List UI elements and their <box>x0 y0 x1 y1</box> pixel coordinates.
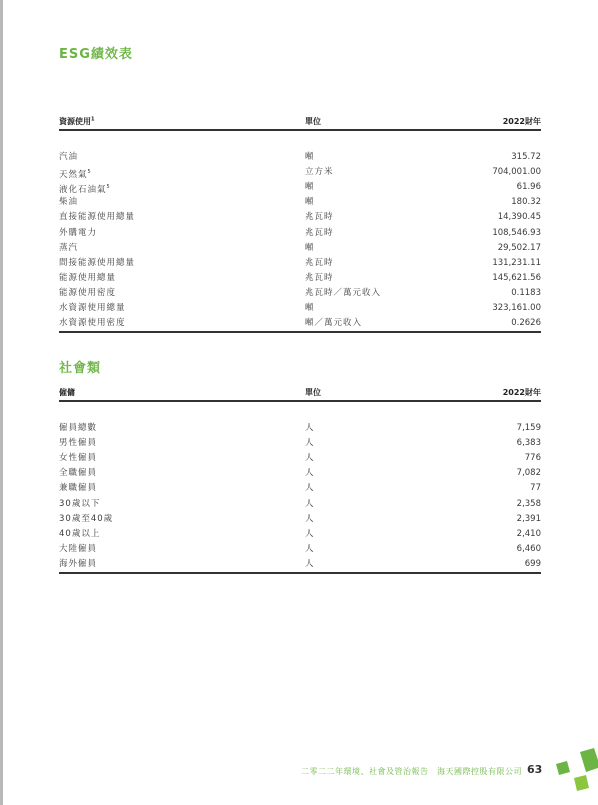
resource-row-unit: 兆瓦時 <box>305 257 334 268</box>
resource-row-item-label: 液化石油氣 <box>59 185 107 196</box>
employment-row-unit: 人 <box>305 513 315 524</box>
resource-row-item-label: 蒸汽 <box>59 242 79 253</box>
resource-row-value: 704,001.00 <box>492 167 541 178</box>
employment-row-unit: 人 <box>305 558 315 569</box>
resource-row-item <box>59 226 97 241</box>
resource-row-value: 323,161.00 <box>492 303 541 313</box>
employment-row-value: 6,383 <box>516 438 541 449</box>
employment-row-item <box>59 451 97 466</box>
employment-row-value: 2,410 <box>516 528 541 539</box>
resource-row-item-label: 汽油 <box>59 152 79 162</box>
resource-row-item-label: 能源使用總量 <box>59 272 117 283</box>
resource-row-item <box>59 271 116 286</box>
resource-row-note: 5 <box>87 169 92 176</box>
employment-row-unit: 人 <box>305 543 315 554</box>
resource-row-value: 61.96 <box>516 182 541 193</box>
employment-row-item <box>59 466 97 481</box>
employment-row-item-label: 全職僱員 <box>59 468 98 479</box>
resource-use-table <box>59 116 541 329</box>
resource-row-item <box>59 316 126 331</box>
resource-row <box>59 286 541 301</box>
resource-row-unit: 噸 <box>305 242 315 253</box>
employment-row <box>59 512 541 527</box>
employment-row-item <box>59 557 97 572</box>
resource-row-item <box>59 150 78 165</box>
resource-row-unit: 兆瓦時／萬元收入 <box>305 287 382 298</box>
employment-row-item <box>59 497 100 512</box>
employment-row-item-label: 女性僱員 <box>59 453 98 464</box>
resource-row-value: 0.1183 <box>511 287 541 298</box>
resource-row-item-label: 外購電力 <box>59 227 98 238</box>
resource-row-item-label: 能源使用密度 <box>59 287 117 298</box>
resource-row-value: 145,621.56 <box>492 272 541 283</box>
employment-row-item-label: 男性僱員 <box>59 438 98 449</box>
employment-row-item <box>59 527 100 542</box>
resource-row-item-label: 水資源使用密度 <box>59 318 126 329</box>
page-title: ESG績效表 <box>59 47 133 62</box>
resource-header-unit: 單位 <box>305 117 321 126</box>
employment-table-header <box>59 387 541 401</box>
resource-row <box>59 316 541 331</box>
employment-row-unit: 人 <box>305 453 315 464</box>
resource-row <box>59 165 541 180</box>
resource-row-item-label: 柴油 <box>59 197 79 208</box>
employment-row-unit: 人 <box>305 423 315 433</box>
employment-row-item-label: 兼職僱員 <box>59 483 98 494</box>
resource-table-header <box>59 116 541 130</box>
employment-row-value: 776 <box>524 453 541 464</box>
resource-row-unit: 噸 <box>305 182 315 193</box>
resource-bottom-rule <box>59 331 541 333</box>
resource-row <box>59 180 541 195</box>
resource-row-unit: 立方米 <box>305 167 334 178</box>
employment-row-value: 7,159 <box>516 423 541 433</box>
employment-row-unit: 人 <box>305 438 315 449</box>
employment-row-item <box>59 542 97 557</box>
resource-row <box>59 256 541 271</box>
resource-row-value: 315.72 <box>511 152 541 162</box>
employment-row-value: 7,082 <box>516 468 541 479</box>
employment-row <box>59 451 541 466</box>
resource-row-unit: 噸 <box>305 303 315 313</box>
resource-header-item <box>59 116 94 127</box>
resource-row-note: 5 <box>106 184 111 191</box>
employment-row-value: 2,358 <box>516 498 541 509</box>
employment-row-unit: 人 <box>305 498 315 509</box>
employment-row-item <box>59 481 97 496</box>
resource-row-value: 180.32 <box>511 197 541 208</box>
employment-row-unit: 人 <box>305 483 315 494</box>
footer-text: 二零二二年環境、社會及管治報告 海天國際控股有限公司 <box>301 767 522 776</box>
employment-row-item-label: 大陸僱員 <box>59 543 98 554</box>
resource-row <box>59 241 541 256</box>
page-edge <box>0 0 3 805</box>
resource-row-value: 14,390.45 <box>497 212 541 223</box>
resource-row-unit: 噸／萬元收入 <box>305 318 363 329</box>
employment-row-unit: 人 <box>305 528 315 539</box>
resource-row-item <box>59 210 135 225</box>
resource-header-item-label: 資源使用 <box>59 117 91 126</box>
resource-row-item-label: 天然氣 <box>59 169 88 180</box>
employment-row-item-label: 30歲以下 <box>59 498 101 509</box>
employment-row-item <box>59 436 97 451</box>
resource-row-value: 0.2626 <box>511 318 541 329</box>
resource-row <box>59 226 541 241</box>
employment-row-item <box>59 421 97 436</box>
resource-row-item <box>59 256 135 271</box>
employment-row <box>59 436 541 451</box>
employment-header-year: 2022財年 <box>502 388 541 397</box>
resource-row <box>59 195 541 210</box>
employment-row <box>59 542 541 557</box>
resource-row-value: 131,231.11 <box>492 257 541 268</box>
decorative-green-shapes-icon <box>548 748 598 805</box>
resource-row-value: 108,546.93 <box>492 227 541 238</box>
employment-row-item <box>59 512 113 527</box>
resource-row <box>59 301 541 316</box>
employment-row <box>59 481 541 496</box>
resource-header-rule <box>59 129 541 131</box>
employment-row-unit: 人 <box>305 468 315 479</box>
employment-header-unit: 單位 <box>305 388 321 397</box>
resource-row <box>59 150 541 165</box>
employment-row-item-label: 40歲以上 <box>59 528 101 539</box>
resource-row-item-label: 水資源使用總量 <box>59 303 126 313</box>
resource-row-item <box>59 195 78 210</box>
resource-row-unit: 噸 <box>305 152 315 162</box>
social-section-title: 社會類 <box>59 361 102 376</box>
page-number: 63 <box>527 763 543 776</box>
resource-row-item-label: 直接能源使用總量 <box>59 212 136 223</box>
employment-row <box>59 557 541 572</box>
employment-row-value: 699 <box>524 558 541 569</box>
resource-row-unit: 噸 <box>305 197 315 208</box>
resource-row-value: 29,502.17 <box>497 242 541 253</box>
resource-row-item-label: 間接能源使用總量 <box>59 257 136 268</box>
employment-row <box>59 421 541 436</box>
employment-row <box>59 497 541 512</box>
resource-row <box>59 271 541 286</box>
employment-header-rule <box>59 400 541 402</box>
employment-row-value: 6,460 <box>516 543 541 554</box>
resource-row-unit: 兆瓦時 <box>305 227 334 238</box>
resource-header-year: 2022財年 <box>502 117 541 126</box>
employment-bottom-rule <box>59 572 541 574</box>
employment-row <box>59 466 541 481</box>
employment-row-item-label: 僱員總數 <box>59 423 98 433</box>
employment-row-item-label: 海外僱員 <box>59 558 98 569</box>
employment-row-value: 2,391 <box>516 513 541 524</box>
resource-header-note: 1 <box>91 116 95 123</box>
resource-row-item <box>59 241 78 256</box>
resource-row-unit: 兆瓦時 <box>305 272 334 283</box>
employment-row-item-label: 30歲至40歲 <box>59 513 114 524</box>
resource-row-item <box>59 301 126 316</box>
employment-row <box>59 527 541 542</box>
resource-row <box>59 210 541 225</box>
employment-row-value: 77 <box>530 483 541 494</box>
resource-row-unit: 兆瓦時 <box>305 212 334 223</box>
employment-header-item: 僱傭 <box>59 388 75 397</box>
resource-row-item <box>59 286 116 301</box>
employment-table <box>59 387 541 569</box>
